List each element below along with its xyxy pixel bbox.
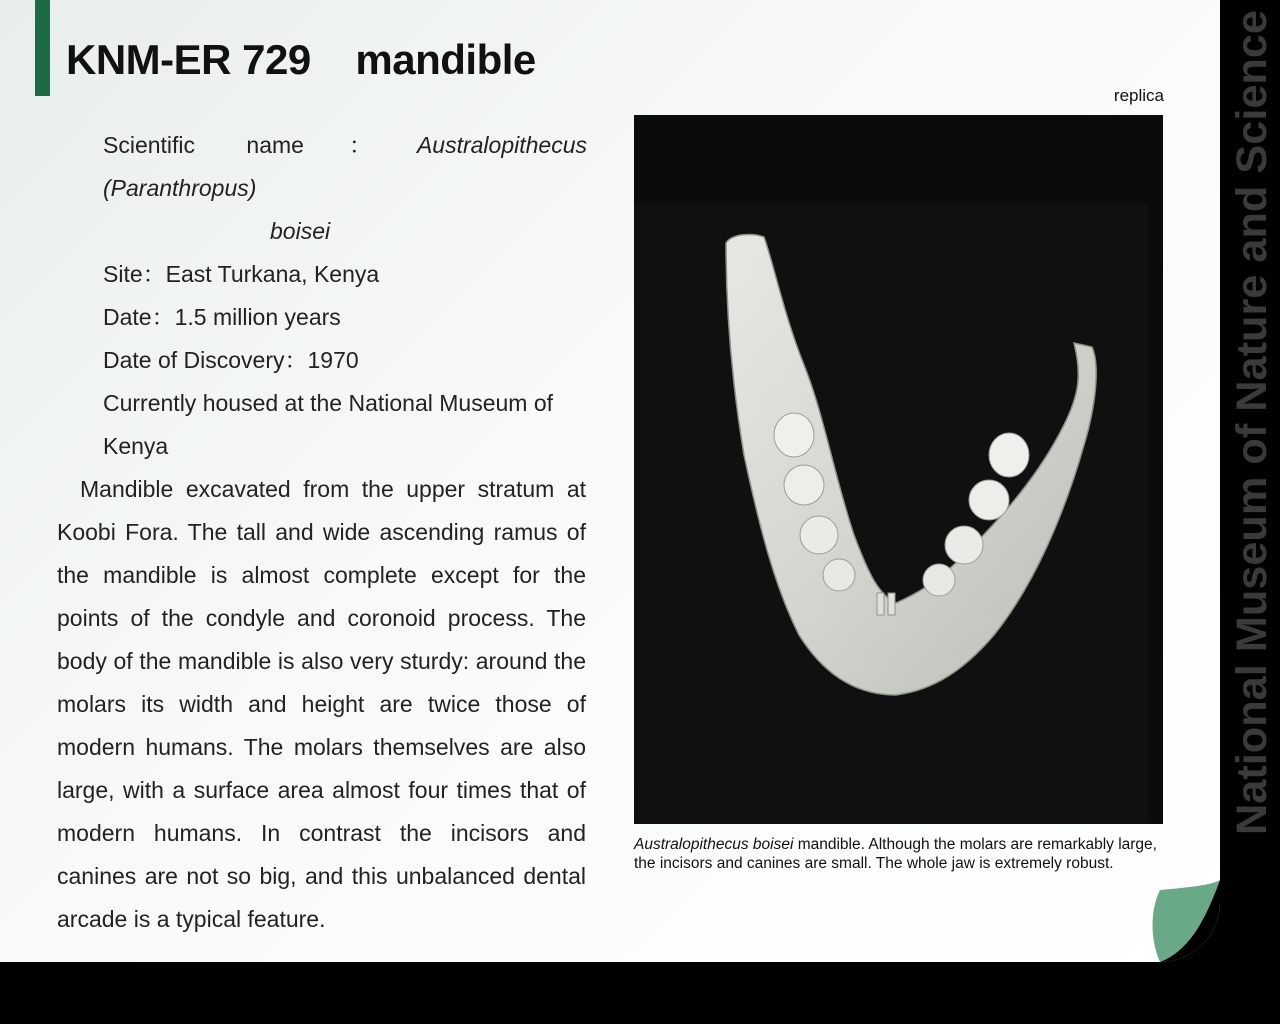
- housed-line1: Currently housed at the National Museum of: [103, 390, 554, 416]
- specimen-info: [103, 124, 587, 468]
- molar-mark: [774, 413, 814, 457]
- caption-text: mandible. Although the molars are remarkably large, the incisors and canines are small. The whole jaw is extremely robust.: [634, 836, 1157, 872]
- caption-species: Australopithecus boisei: [634, 836, 794, 853]
- site-row: [103, 253, 587, 296]
- museum-name-text: National Museum of Nature and Science: [1228, 15, 1276, 835]
- title-accent-bar: [35, 0, 50, 96]
- incisor-mark: [877, 593, 884, 615]
- date-row: [103, 296, 587, 339]
- site-label: Site: [103, 261, 143, 287]
- molar-mark: [784, 465, 824, 505]
- scientific-name-value: Australopithecus (Paranthropus): [103, 132, 587, 201]
- separator: ：: [303, 132, 417, 158]
- discovery-label: Date of Discovery: [103, 347, 285, 373]
- museum-name-vertical: [1226, 0, 1280, 840]
- housed-line2: Kenya: [103, 433, 169, 459]
- scientific-name-label: Scientific name: [103, 132, 304, 158]
- scientific-name-row: [103, 124, 587, 210]
- molar-mark: [923, 564, 955, 596]
- discovery-value: 1970: [307, 347, 359, 373]
- photo-caption: [634, 835, 1164, 873]
- housed-row: [103, 382, 587, 425]
- site-value: East Turkana, Kenya: [165, 261, 380, 287]
- mandible-illustration: [634, 115, 1163, 824]
- incisor-mark: [888, 593, 895, 615]
- molar-mark: [969, 480, 1009, 520]
- discovery-row: [103, 339, 587, 382]
- date-label: Date: [103, 304, 152, 330]
- separator: ：: [151, 304, 175, 330]
- molar-mark: [823, 559, 855, 591]
- page-title: KNM-ER 729 mandible: [66, 36, 536, 83]
- separator: ：: [284, 347, 308, 373]
- separator: ：: [142, 261, 166, 287]
- molar-mark: [989, 433, 1029, 477]
- housed-row-2: [103, 425, 587, 468]
- molar-mark: [945, 526, 983, 564]
- page-curl-decoration: [1150, 880, 1220, 962]
- molar-mark: [800, 516, 838, 554]
- description-paragraph: Mandible excavated from the upper stratum at Koobi Fora. The tall and wide ascending ramus of the mandible is almost complete except for the points of the condyle and coronoid process. The body of the mandible is also very sturdy: around the molars its width and height are twice those of modern humans. The molars themselves are also large, with a surface area almost four times that of modern humans. In contrast the incisors and canines are not so big, and this unbalanced dental arcade is a typical feature.: [57, 476, 586, 932]
- museum-name-svg: [1226, 0, 1280, 840]
- date-value: 1.5 million years: [174, 304, 341, 330]
- scientific-name-value-line2: boisei: [270, 218, 331, 244]
- replica-label: replica: [1113, 86, 1164, 105]
- mandible-photo: [634, 115, 1163, 824]
